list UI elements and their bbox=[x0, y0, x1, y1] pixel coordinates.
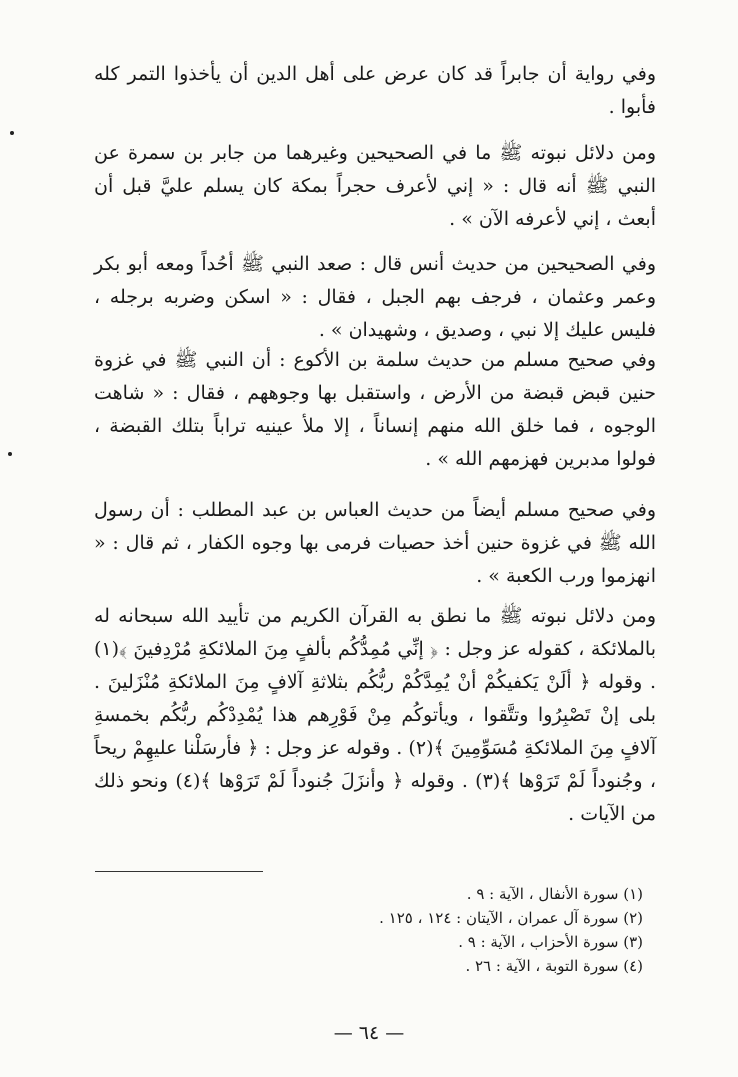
paragraph-text: وفي رواية أن جابراً قد كان عرض على أهل الدين أن يأخذوا التمر كله فأبوا . bbox=[94, 63, 656, 118]
page-number: — ٦٤ — bbox=[333, 1022, 405, 1044]
paragraph-3 bbox=[94, 248, 656, 347]
paragraph-5 bbox=[94, 494, 656, 593]
footnote: (٣) سورة الأحزاب ، الآية : ٩ . bbox=[458, 933, 643, 951]
scan-mark bbox=[8, 452, 12, 456]
footnote-divider bbox=[95, 871, 263, 872]
footnote: (١) سورة الأنفال ، الآية : ٩ . bbox=[466, 885, 643, 903]
paragraph-text: وفي الصحيحين من حديث أنس قال : صعد النبي ﷺ أحُداً ومعه أبو بكر وعمر وعثمان ، فرجف بهم الجبل ، فقال : « اسكن وضربه برجله ، فليس عليك إلا نبي ، وصديق ، وشهيدان » . bbox=[94, 253, 656, 341]
paragraph-2 bbox=[94, 137, 656, 236]
footnote: (٢) سورة آل عمران ، الآيتان : ١٢٤ ، ١٢٥ . bbox=[379, 909, 643, 927]
paragraph-text: ومن دلائل نبوته ﷺ ما نطق به القرآن الكريم من تأييد الله سبحانه له بالملائكة ، كقوله عز وجل : ﴿ إنِّي مُمِدُّكُم بألفٍ مِنَ الملائكةِ مُرْدِفينَ ﴾(١) . وقوله ﴿ ألَنْ يَكفيكُمْ أنْ يُمِدَّكُمْ ربُّكُم بثلاثةِ آلافٍ مِنَ الملائكةِ مُنْزَلينَ . بلى إنْ تَصْبِرُوا وتتَّقوا ، ويأتوكُم مِنْ فَوْرِهم هذا يُمْدِدْكُم ربُّكُم بخمسةِ آلافٍ مِنَ الملائكةِ مُسَوِّمِينَ ﴾(٢) . وقوله عز وجل : ﴿ فأرسَلْنا عليهِمْ ريحاً ، وجُنوداً لَمْ تَرَوْها ﴾(٣) . وقوله ﴿ وأنزَلَ جُنوداً لَمْ تَرَوْها ﴾(٤) ونحو ذلك من الآيات . bbox=[94, 605, 657, 825]
paragraph-6 bbox=[94, 600, 656, 831]
footnotes bbox=[379, 882, 643, 978]
footnote: (٤) سورة التوبة ، الآية : ٢٦ . bbox=[465, 957, 643, 975]
paragraph-text: وفي صحيح مسلم من حديث سلمة بن الأكوع : أن النبي ﷺ في غزوة حنين قبض قبضة من الأرض ، واستقبل بها وجوههم ، فقال : « شاهت الوجوه ، فما خلق الله منهم إنساناً ، إلا ملأ عينيه تراباً بتلك القبضة ، فولوا مدبرين فهزمهم الله » . bbox=[94, 349, 656, 470]
paragraph-text: وفي صحيح مسلم أيضاً من حديث العباس بن عبد المطلب : أن رسول الله ﷺ في غزوة حنين أخذ حصيات فرمى بها وجوه الكفار ، ثم قال : « انهزموا ورب الكعبة » . bbox=[94, 499, 656, 587]
paragraph-1 bbox=[94, 58, 656, 124]
scan-mark bbox=[10, 131, 14, 135]
paragraph-4 bbox=[94, 344, 656, 476]
paragraph-text: ومن دلائل نبوته ﷺ ما في الصحيحين وغيرهما من جابر بن سمرة عن النبي ﷺ أنه قال : « إني لأعرف حجراً بمكة كان يسلم عليَّ قبل أن أبعث ، إني لأعرفه الآن » . bbox=[94, 142, 656, 230]
